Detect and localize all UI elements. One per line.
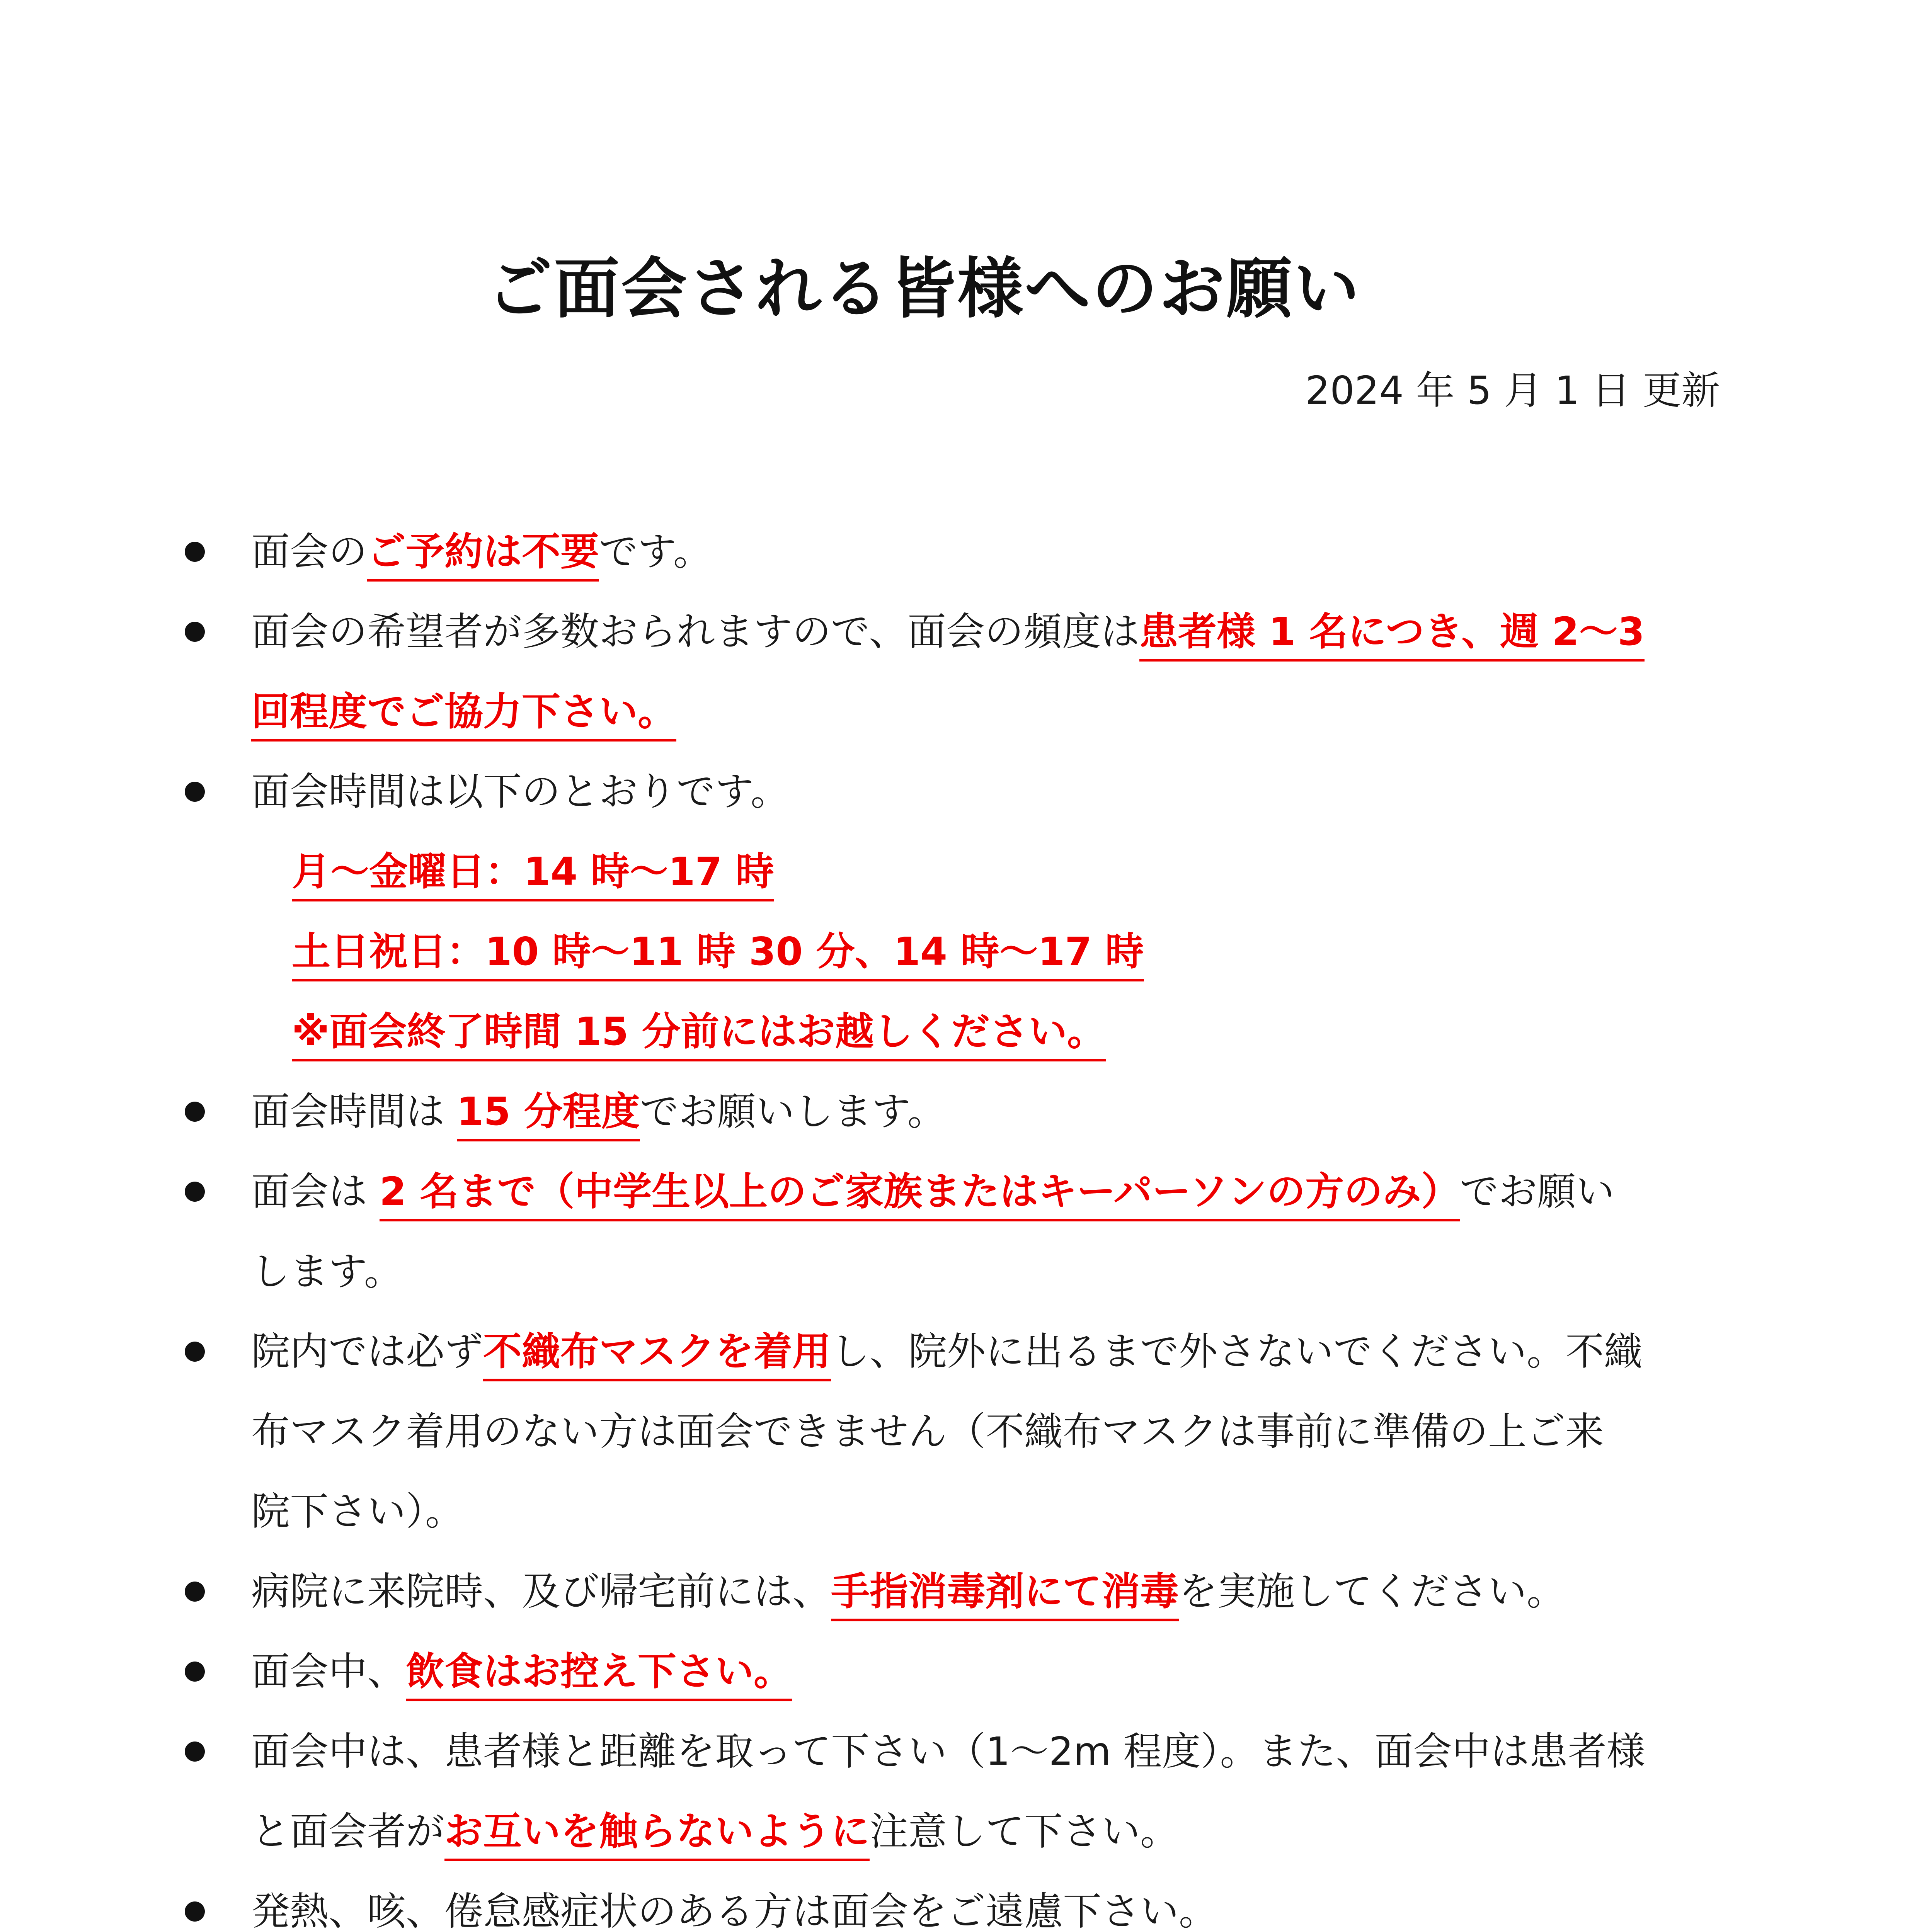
list-item-line: 面会時間は 15 分程度でお願いします。 <box>251 1087 946 1137</box>
bullet-icon <box>185 542 205 562</box>
bullet-icon <box>185 1742 205 1762</box>
emphasis-text: 患者様 1 名につき、週 2～3 <box>1139 609 1645 662</box>
list-item-line: と面会者がお互いを触らないように注意して下さい。 <box>251 1806 1179 1857</box>
emphasis-text: 飲食はお控え下さい。 <box>406 1649 792 1701</box>
bullet-icon <box>185 622 205 642</box>
list-item-line: 発熱、咳、倦怠感症状のある方は面会をご遠慮下さい。 <box>251 1889 1217 1932</box>
list-item-line: 面会中は、患者様と距離を取って下さい（1～2m 程度）。また、面会中は患者様 <box>251 1729 1645 1774</box>
emphasis-text: 回程度でご協力下さい。 <box>251 689 676 742</box>
list-item-line: 面会は 2 名まで（中学生以上のご家族またはキーパーソンの方のみ）でお願い <box>251 1167 1614 1217</box>
list-item-line: 面会の希望者が多数おられますので、面会の頻度は患者様 1 名につき、週 2～3 <box>251 607 1645 657</box>
bullet-icon <box>185 1182 205 1202</box>
emphasis-text: 手指消毒剤にて消毒 <box>831 1569 1179 1621</box>
bullet-icon <box>185 1102 205 1122</box>
emphasis-text: 2 名まで（中学生以上のご家族またはキーパーソンの方のみ） <box>380 1169 1460 1221</box>
updated-date: 2024 年 5 月 1 日 更新 <box>1305 368 1720 413</box>
bullet-icon <box>185 782 205 802</box>
list-item-line: 面会中、飲食はお控え下さい。 <box>251 1646 792 1697</box>
emphasis-text: 不織布マスクを着用 <box>483 1329 831 1381</box>
emphasis-text: お互いを触らないように <box>444 1809 870 1861</box>
list-item-line: 院内では必ず不織布マスクを着用し、院外に出るまで外さないでください。不織 <box>251 1327 1643 1377</box>
list-item-line: 病院に来院時、及び帰宅前には、手指消毒剤にて消毒を実施してください。 <box>251 1566 1565 1617</box>
list-item-line: します。 <box>251 1249 403 1294</box>
list-item-line: 院下さい）。 <box>251 1489 464 1534</box>
bullet-icon <box>185 1342 205 1362</box>
bullet-icon <box>185 1582 205 1602</box>
list-item-line: 面会のご予約は不要です。 <box>251 527 712 577</box>
bullet-icon <box>185 1662 205 1682</box>
list-item-line <box>251 687 676 737</box>
emphasis-text: ご予約は不要 <box>367 529 599 582</box>
emphasis-text: 15 分程度 <box>457 1089 640 1141</box>
page-title: ご面会される皆様へのお願い <box>486 251 1361 327</box>
visiting-hours-weekday: 月～金曜日：14 時～17 時 <box>292 847 774 897</box>
visiting-hours-holiday: 土日祝日：10 時～11 時 30 分、14 時～17 時 <box>292 927 1144 977</box>
visiting-hours-note: ※面会終了時間 15 分前にはお越しください。 <box>292 1007 1106 1057</box>
list-item-line: 面会時間は以下のとおりです。 <box>251 769 789 814</box>
bullet-icon <box>185 1901 205 1922</box>
list-item-line: 布マスク着用のない方は面会できません（不織布マスクは事前に準備の上ご来 <box>251 1409 1604 1454</box>
